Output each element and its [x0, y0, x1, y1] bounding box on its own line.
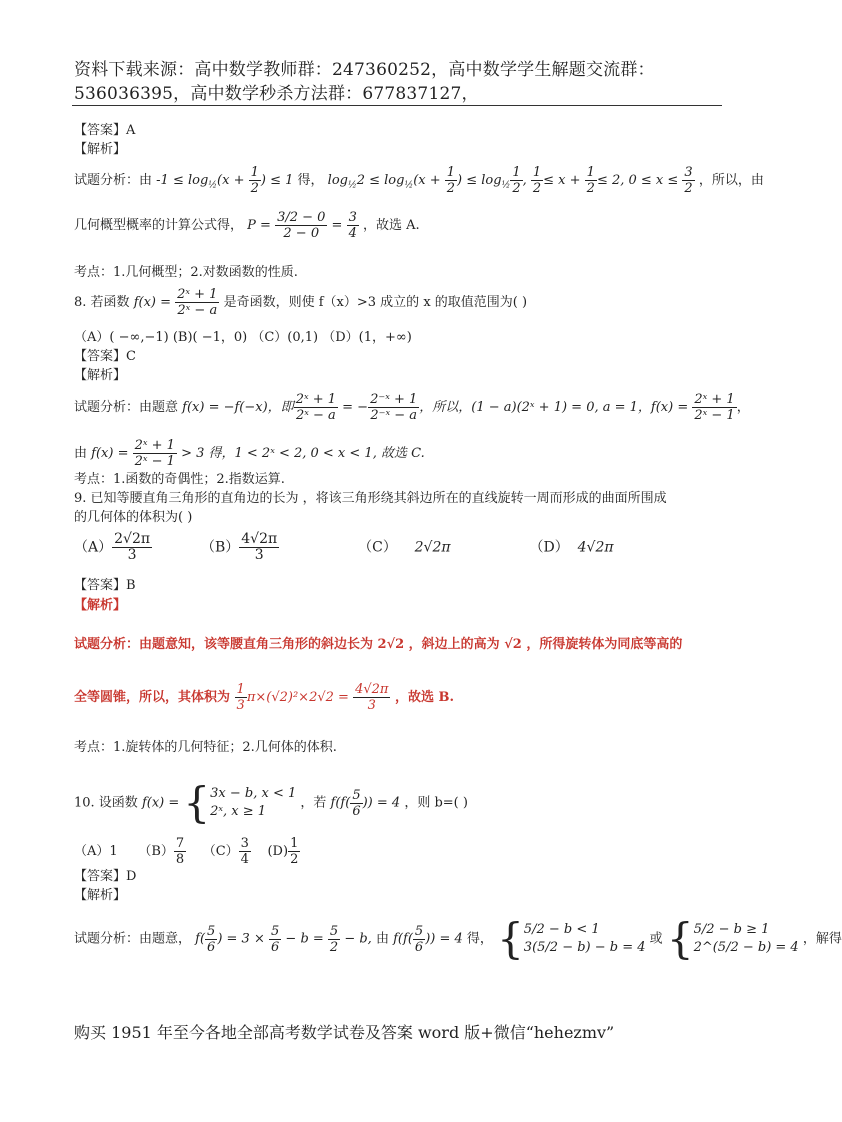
q8-line2: 由 f(x) = $\frac{\text{2ˣ + 1}}{\text{2ˣ − 1}}$ > 3 得，1 < 2ˣ < 2, 0 < x < 1, 故选 C.: [74, 438, 425, 469]
q10-stem: 10. 设函数 f(x) = { 3x − b, x < 1 2ˣ, x ≥ 1 ，若 f(f( $\frac{5}{6}$ )) = 4 ，则 b=( ): [74, 778, 468, 827]
q7-kaodian: 考点：1.几何概型；2.对数函数的性质.: [74, 265, 298, 280]
q10-answer: 【答案】D: [74, 869, 137, 884]
q8-answer: 【答案】C: [74, 349, 136, 364]
q7-analysis-label: 【解析】: [74, 142, 127, 157]
q10-solution: 试题分析：由题意， f( $\frac{5}{6}$ ) = 3 × $\frac{5}{6}$ − b = $\frac{5}{2}$ − b, 由 f(f( $\frac{5}{6}$ )) = 4 得， { 5/2 − b < 1 3(5/2 − b) − b = 4 或 { 5/2 − b ≥ 1 2^(5/2 − b) = 4 ，解得: [74, 914, 842, 963]
q7-step1: 试题分析：由 $-1 \le \log_{\frac{1}{2}}(x$ + $\frac{1}{2}$ ) ≤ 1 得， $\log_{\frac{1}{2}}2 \le \log_{\frac{1}{2}}(x$ + $\frac{1}{2}$ ) ≤ $\log_{\frac{1}{2}}$ $\frac{1}{2}$ , $\frac{1}{2}$ ≤ x + $\frac{1}{2}$ ≤ 2, 0 ≤ x ≤ $\frac{3}{2}$ ，所以，由: [74, 165, 764, 196]
q8-line1: 试题分析：由题意 f(x) = −f(−x)，即 $\frac{\text{2ˣ + 1}}{\text{2ˣ − a}}$ = − $\frac{\text{2⁻ˣ + 1}}{\text{2⁻ˣ − a}}$ ，所以，(1 − a)(2ˣ + 1) = 0, a = 1，f(x) = $\frac{\text{2ˣ + 1}}{\text{2ˣ − 1}}$ ，: [74, 392, 750, 423]
q8-analysis-label: 【解析】: [74, 368, 127, 383]
q10-options: （A）1 （B） $\frac{7}{8}$ （C） $\frac{3}{4}$ (D) $\frac{1}{2}$: [74, 836, 299, 867]
q8-stem: 8. 若函数 f(x) = $\frac{\text{2ˣ + 1}}{\text{2ˣ − a}}$ 是奇函数，则使 f（x）>3 成立的 x 的取值范围为( ): [74, 287, 528, 318]
q9-red-line-1: 试题分析：由题意知，该等腰直角三角形的斜边长为 2√2 ，斜边上的高为 √2 ，所得旋转体为同底等高的: [74, 637, 683, 652]
q9-analysis-label: 【解析】: [74, 598, 127, 613]
q8-options: （A）( −∞,−1) (B)( −1，0) （C）(0,1) （D）(1，+∞): [74, 330, 412, 345]
header-line-1: 资料下载来源：高中数学教师群：247360252，高中数学学生解题交流群：: [74, 60, 655, 80]
q9-red-line-2: 全等圆锥，所以，其体积为 $\frac{1}{3}$ π×(√2)²×2√2 = $\frac{4√2\pi}{3}$ ，故选 B.: [74, 682, 455, 713]
q9-kaodian: 考点：1.旋转体的几何特征；2.几何体的体积.: [74, 740, 337, 755]
q7-step2: 几何概型概率的计算公式得， P = $\frac{3/2 - 0}{2 - 0}$ = $\frac{3}{4}$ ，故选 A.: [74, 210, 420, 241]
q8-kaodian: 考点：1.函数的奇偶性；2.指数运算.: [74, 472, 285, 487]
footer-promo: 购买 1951 年至今各地全部高考数学试卷及答案 word 版+微信“hehezmv”: [74, 1023, 615, 1042]
q9-stem-2: 的几何体的体积为( ): [74, 510, 193, 525]
q9-answer: 【答案】B: [74, 578, 136, 593]
q7-answer: 【答案】A: [74, 123, 136, 138]
header-rule: [72, 105, 722, 106]
q9-stem-1: 9. 已知等腰直角三角形的直角边的长为 ，将该三角形绕其斜边所在的直线旋转一周而形成的曲面所围成: [74, 491, 667, 506]
q10-analysis-label: 【解析】: [74, 888, 127, 903]
header-line-2: 536036395，高中数学秒杀方法群：677837127，: [74, 84, 479, 104]
q9-options: （A） $\frac{2√2\pi}{3}$ （B） $\frac{4√2\pi}{3}$ （C） 2√2π （D） 4√2π: [74, 531, 614, 563]
